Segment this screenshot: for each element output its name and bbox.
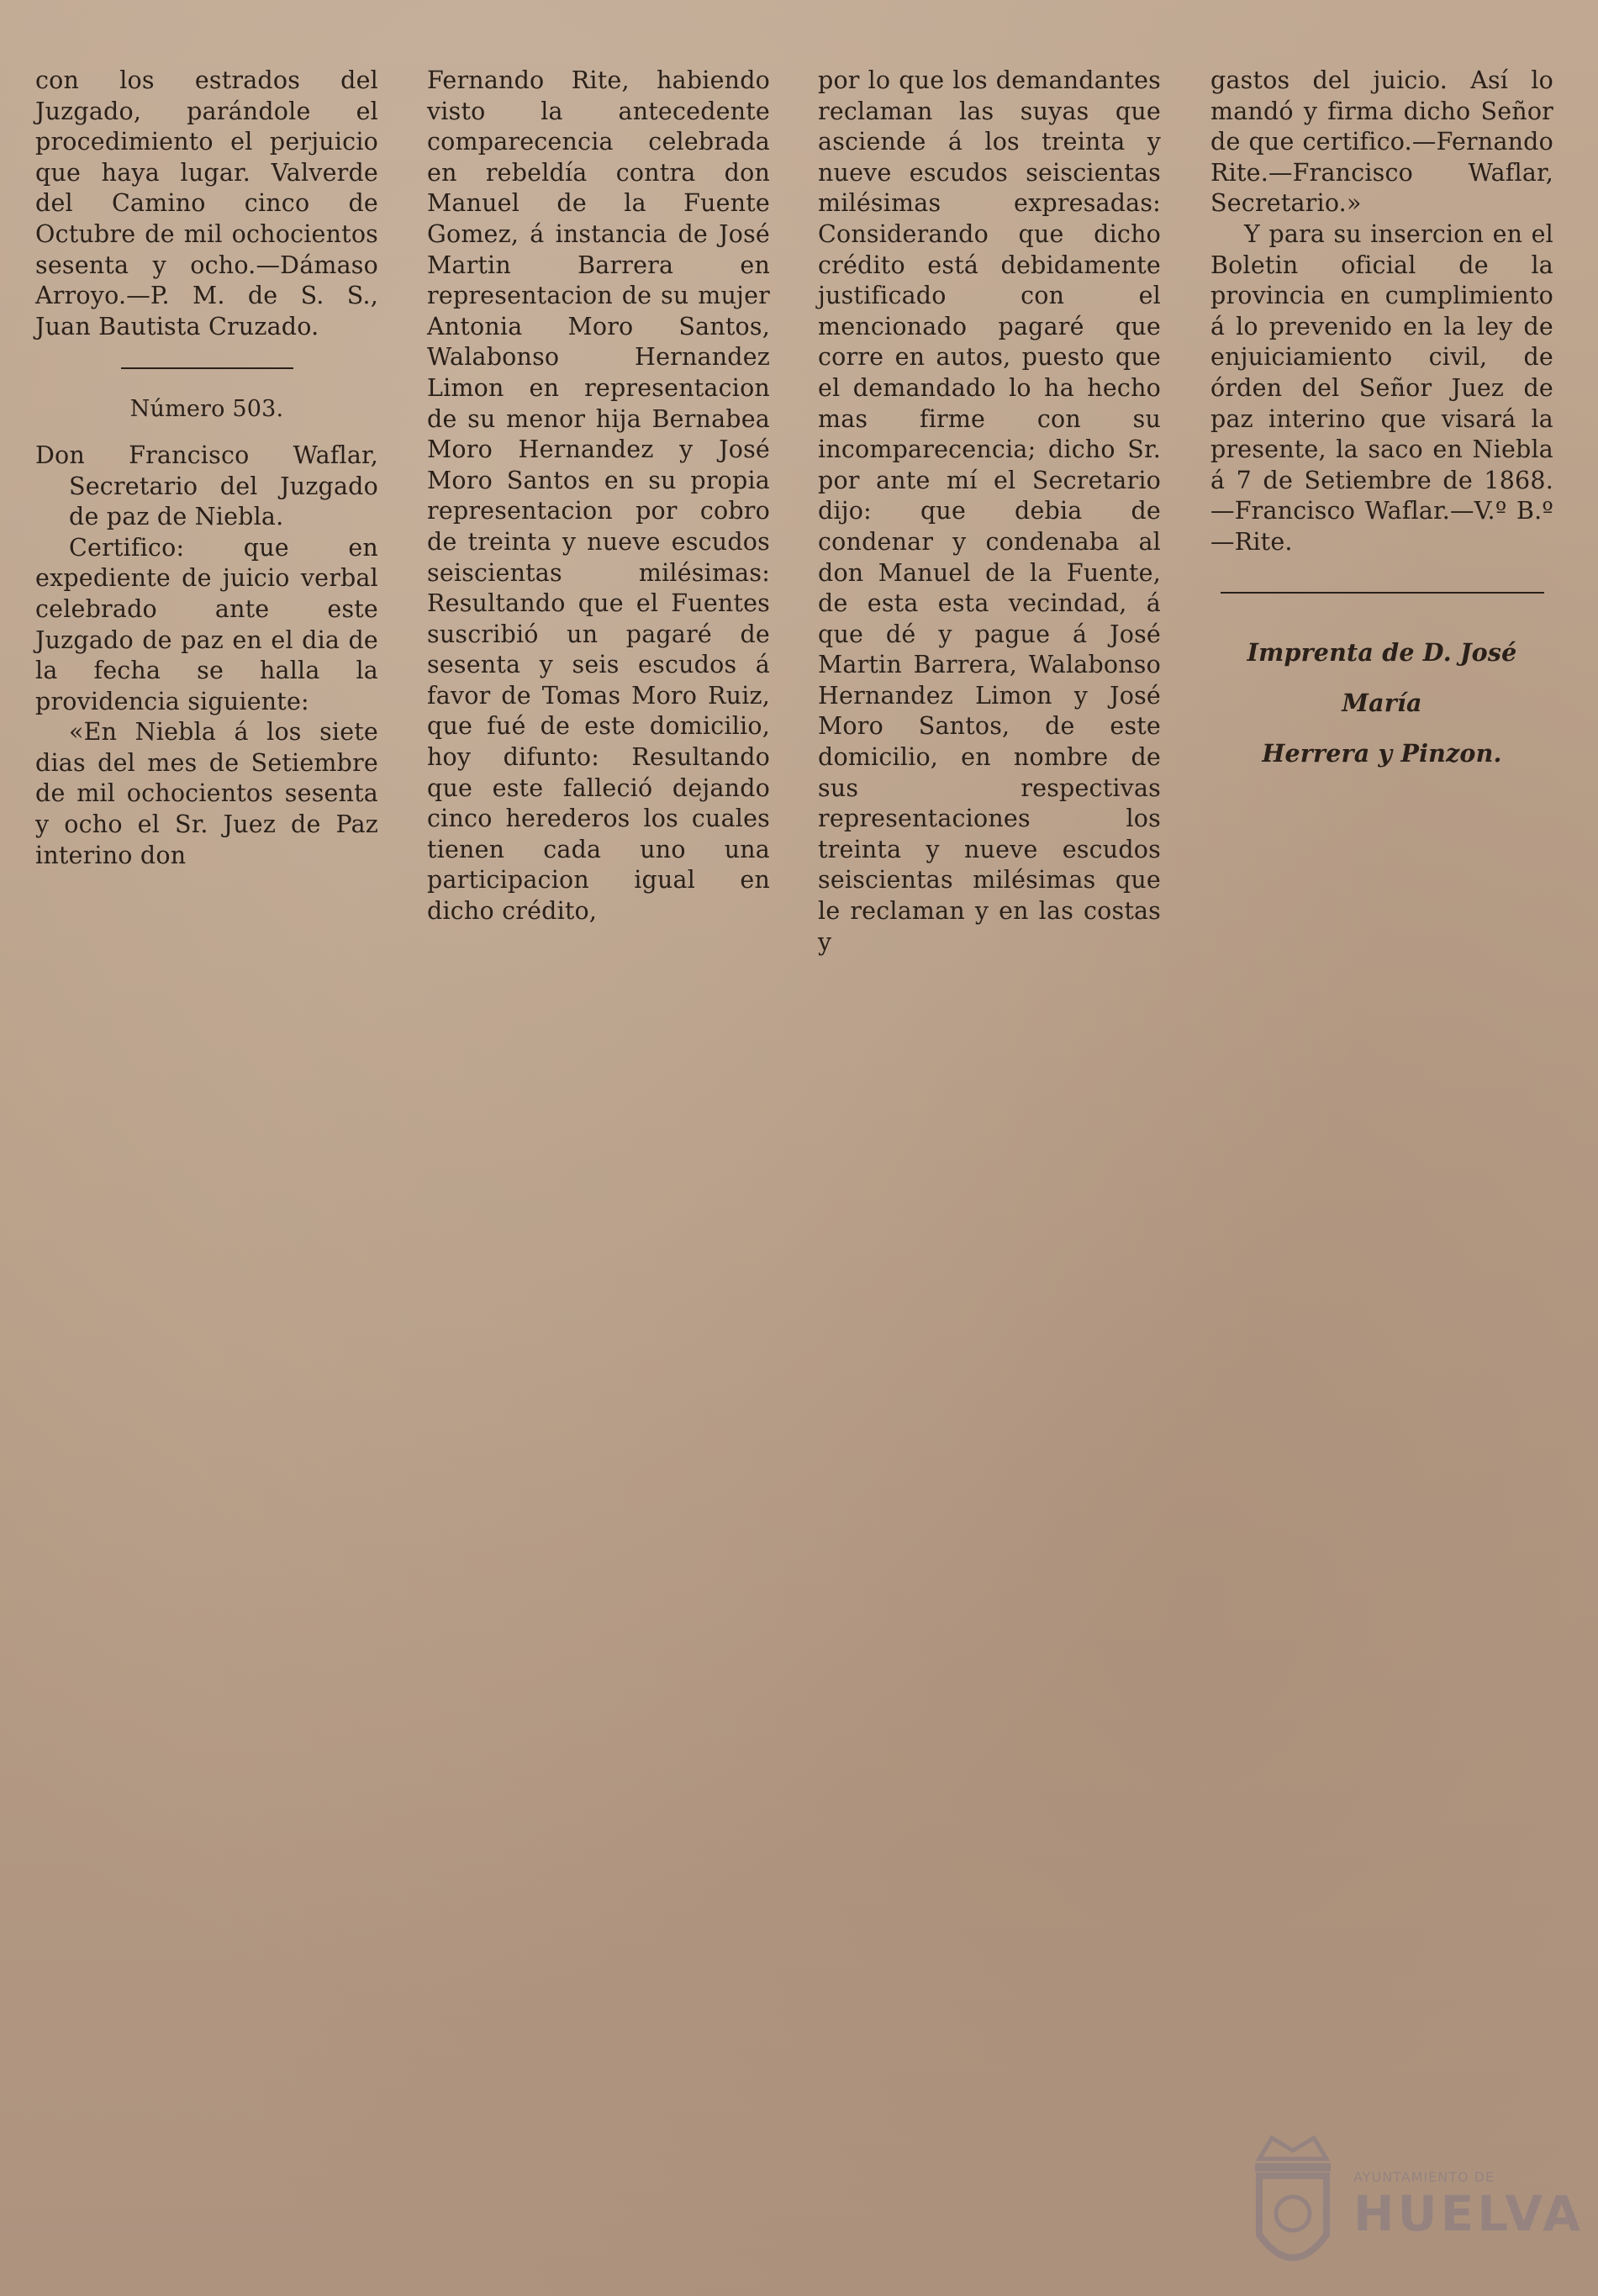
column-4 [1210, 66, 1553, 779]
watermark-big: HUELVA [1353, 2185, 1585, 2242]
section-divider [121, 367, 293, 369]
column-3 [818, 66, 1161, 958]
paragraph-sentence-end: gastos del juicio. Así lo mandó y firma dicho Señor de que certifico.—Fernando Rite.—Francisco Waflar, Secretario.» [1210, 66, 1553, 218]
closing-divider [1221, 592, 1544, 594]
watermark-text [1353, 2169, 1585, 2242]
paragraph-insercion: Y para su insercion en el Boletin oficial de la provincia en cumplimiento á lo prevenido en la ley de enjuiciamiento civil, de órden del Señor Juez de paz interino que visará la presente, la saco en Niebla á 7 de Setiembre de 1868.—Francisco Waflar.—V.º B.º—Rite. [1210, 219, 1553, 556]
paragraph-providencia-continued: Fernando Rite, habiendo visto la antecedente comparecencia celebrada en rebeldía contra don Manuel de la Fuente Gomez, á instancia de José Martin Barrera en representacion de su mujer Antonia Moro Santos, Walabonso Hernandez Limon en representacion de su menor hija Bernabea Moro Hernandez y José Moro Santos en su propia representacion por cobro de treinta y nueve escudos seiscientas milésimas: Resultando que el Fuentes suscribió un pagaré de sesenta y seis escudos á favor de Tomas Moro Ruiz, que fué de este domicilio, hoy difunto: Resultando que este falleció dejando cinco herederos los cuales tienen cada uno una participacion igual en dicho crédito, [427, 66, 770, 926]
notice-number-title: Número 503. [129, 396, 284, 423]
paragraph-continuation: con los estrados del Juzgado, parándole el procedimiento el perjuicio que haya lugar. Valverde del Camino cinco de Octubre de mil ochocientos sesenta y ocho.—Dámaso Arroyo.—P. M. de S. S., Juan Bautista Cruzado. [35, 66, 378, 340]
column-1 [35, 66, 378, 871]
imprenta-line-1: Imprenta de D. José María [1247, 637, 1517, 717]
imprenta-line-2: Herrera y Pinzon. [1262, 738, 1502, 768]
column-2 [427, 66, 770, 927]
paragraph-certifico: Certifico: que en expediente de juicio verbal celebrado ante este Juzgado de paz en el dia de la fecha se halla la providencia siguiente: [35, 533, 378, 715]
notice-heading: Don Francisco Waflar, Secretario del Juzgado de paz de Niebla. [35, 441, 378, 531]
paragraph-providencia-start: «En Niebla á los siete dias del mes de Setiembre de mil ochocientos sesenta y ocho el Sr. Juez de Paz interino don [35, 718, 378, 869]
city-seal-icon [1242, 2125, 1343, 2285]
watermark-small: AYUNTAMIENTO DE [1353, 2169, 1495, 2185]
paragraph-sentence: por lo que los demandantes reclaman las suyas que asciende á los treinta y nueve escudos seiscientas milésimas expresadas: Considerando que dicho crédito está debidamente justificado con el mencionado pagaré que corre en autos, puesto que el demandado lo ha hecho mas firme con su incomparecencia; dicho Sr. por ante mí el Secretario dijo: que debia de condenar y condenaba al don Manuel de la Fuente, de esta esta vecindad, á que dé y pague á José Martin Barrera, Walabonso Hernandez Limon y José Moro Santos, de este domicilio, en nombre de sus respectivas representaciones los treinta y nueve escudos seiscientas milésimas que le reclaman y en las costas y [818, 66, 1161, 956]
